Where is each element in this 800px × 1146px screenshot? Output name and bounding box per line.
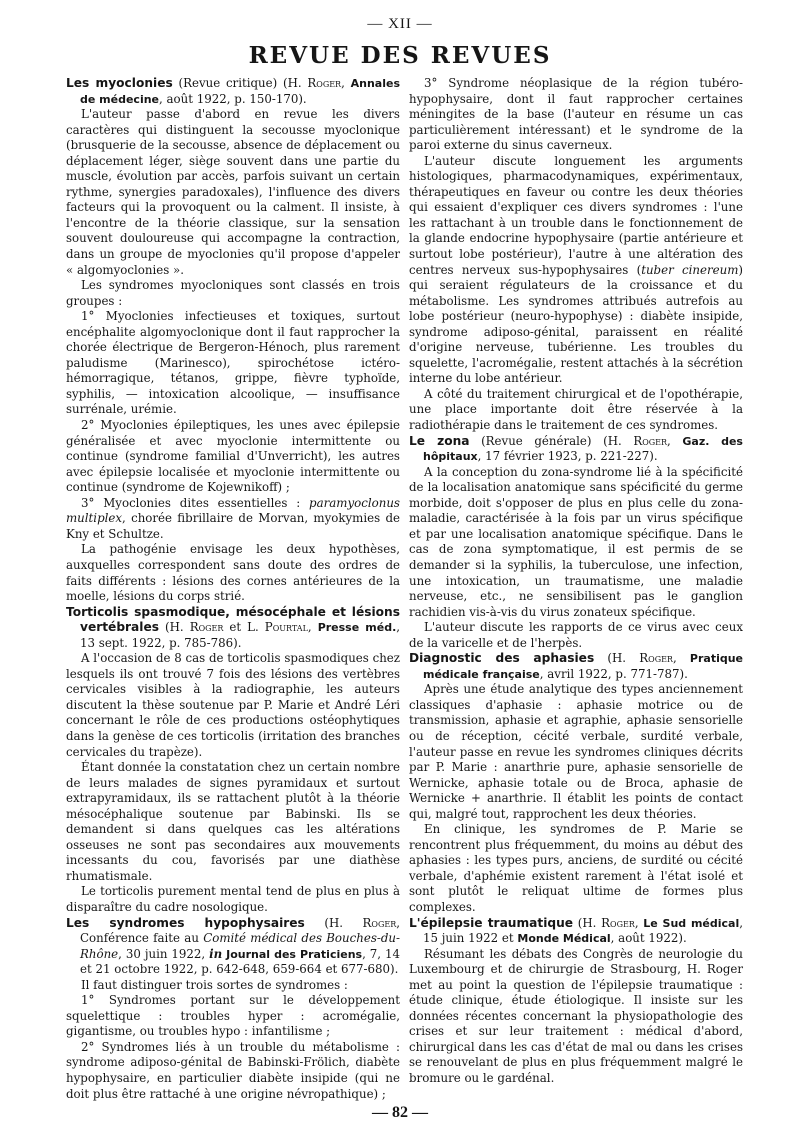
paragraph: 2° Myoclonies épileptiques, les unes avec épilepsie généralisée et avec myoclonie intermittente ou continue (syndrome familial d'Unverricht), les autres avec épilepsie localisée et myoclonie intermittente ou continue (syndrome de Kojewnikoff) ; [66, 418, 400, 495]
page-number: — 82 — [372, 1104, 428, 1121]
journal-name: Gaz. des hôpitaux [423, 434, 743, 464]
paragraph: Après une étude analytique des types anciennement classiques d'aphasie : aphasie motrice ou de transmission, aphasie et agraphie, aphasie sensorielle ou de réception, cécité verbale, surdité verbale, l'auteur passe en revue les syndromes cliniques décrits par P. Marie : anarthrie pure, aphasie sensorielle de Wernicke, aphasie totale ou de Broca, aphasie de Wernicke + anarthrie. Il établit les points de contact qui, malgré tout, rapprochent les deux théories. [409, 682, 743, 821]
article-heading-torticolis: Torticolis spasmodique, mésocéphale et lésions vertébrales (H. Roger et L. Pourtal, Presse méd., 13 sept. 1922, p. 785-786). [66, 604, 401, 650]
paragraph: 3° Myoclonies dites essentielles : paramyoclonus multiplex, chorée fibrillaire de Morvan, myokymies de Kny et Schultze. [66, 495, 400, 541]
article-heading-hypophysaires: Les syndromes hypophysaires (H. Roger, Conférence faite au Comité médical des Bouches-du-Rhône, 30 juin 1922, in Journal des Praticiens, 7, 14 et 21 octobre 1922, p. 642-648, 659-664 et 677-680). [66, 915, 400, 977]
paragraph: 1° Syndromes portant sur le développement squelettique : troubles hyper : acromégalie, gigantisme, ou troubles hypo : infantilisme ; [66, 993, 400, 1039]
journal-name: Presse méd. [317, 621, 397, 635]
author: Roger [639, 651, 673, 666]
article-title: Les syndromes hypophysaires [66, 915, 305, 930]
paragraph: A côté du traitement chirurgical et de l'opothérapie, une place importante doit être réservée à la radiothérapie dans le traitement de ces syndromes. [409, 386, 743, 433]
roman-folio: — XII — [367, 16, 433, 32]
article-title: Le zona [409, 433, 470, 448]
paragraph: Les syndromes myocloniques sont classés en trois groupes : [66, 278, 400, 308]
author: Pourtal [264, 620, 308, 635]
paragraph: En clinique, les syndromes de P. Marie se rencontrent plus fréquemment, du moins au début des aphasies : les types purs, anciens, de surdité ou cécité verbale, d'aphémie existent rarement à l'état isolé et sont plutôt le reliquat ultime de formes plus complexes. [409, 822, 743, 914]
paragraph: Étant donnée la constatation chez un certain nombre de leurs malades de signes pyramidaux et surtout extrapyramidaux, ils se rattachent plutôt à la théorie mésocéphalique soutenue par Babinski. Ils se demandent si dans quelques cas les altérations osseuses ne sont pas secondaires aux mouvements incessants du cou, favorisés par une diathèse rhumatismale. [66, 760, 400, 883]
paragraph: Le torticolis purement mental tend de plus en plus à disparaître du cadre nosologique. [66, 884, 400, 914]
paragraph: L'auteur passe d'abord en revue les divers caractères qui distinguent la secousse myoclonique (brusquerie de la secousse, absence de déplacement ou déplacement léger, siège souvent dans une partie du muscle, évolution par accès, parfois suivant un certain rythme, synergies paradoxales), l'influence des divers facteurs qui la provoquent ou la calment. Il insiste, à l'encontre de la théorie classique, sur la sensation souvent douloureuse qui accompagne la contraction, dans un groupe de myoclonies qu'il propose d'appeler « algomyoclonies ». [66, 107, 400, 277]
author: Roger [633, 433, 668, 448]
article-title: Les myoclonies [66, 76, 173, 90]
paragraph: A la conception du zona-syndrome lié à la spécificité de la localisation anatomique sans spécificité du germe morbide, doit s'opposer de plus en plus celle du zona-maladie, caractérisée à la fois par un virus spécifique et par une localisation anatomique spécifique. Dans le cas de zona symptomatique, il est permis de se demander si la syphilis, la tuberculose, une infection, une intoxication, un traumatisme, une maladie nerveuse, etc., ne sensibilisent pas le ganglion rachidien vis-à-vis du virus zonateux spécifique. [409, 464, 743, 619]
journal-name: Monde Médical [517, 932, 611, 946]
article-heading-myoclonies: Les myoclonies (Revue critique) (H. Roger, Annales de médecine, août 1922, p. 150-170). [66, 76, 400, 106]
article-title: Torticolis spasmodique, mésocéphale et lésions vertébrales [66, 604, 400, 635]
author: Roger [307, 76, 342, 90]
paragraph: Il faut distinguer trois sortes de syndromes : [81, 977, 348, 992]
paragraph: L'auteur discute longuement les arguments histologiques, pharmacodynamiques, expérimentaux, thérapeutiques en faveur ou contre les deux théories qui essaient d'expliquer ces divers syndromes : l'une les rattachant à un trouble dans le fonctionnement de la glande endocrine hypophysaire (partie antérieure et surtout lobe postérieur), l'autre à une altération des centres nerveux sus-hypophysaires (tuber cinereum) qui seraient régulateurs de la croissance et du métabolisme. Les syndromes attribués autrefois au lobe postérieur (neuro-hypophyse) : diabète insipide, syndrome adiposo-génital, paraissent en réalité d'origine nerveuse, tubérienne. Les troubles du squelette, l'acromégalie, restent attachés à la sécrétion interne du lobe antérieur. [409, 153, 743, 386]
article-heading-zona: Le zona (Revue générale) (H. Roger, Gaz. des hôpitaux, 17 février 1923, p. 221-227). [409, 433, 743, 464]
article-title: L'épilepsie traumatique [409, 915, 574, 930]
paragraph: 2° Syndromes liés à un trouble du métabolisme : syndrome adiposo-génital de Babinski-Frölich, diabète hypophysaire, en particulier diabète insipide (qui ne doit plus être rattaché à une origine névropathique) ; [66, 1039, 400, 1101]
author: Roger [189, 620, 224, 635]
journal-name: Journal des Praticiens [226, 947, 363, 961]
paragraph: 1° Myoclonies infectieuses et toxiques, surtout encéphalite algomyoclonique dont il faut rapprocher la chorée électrique de Bergeron-Hénoch, plus rarement paludisme (Marinesco), spirochétose ictéro-hémorragique, tétanos, grippe, fièvre typhoïde, syphilis, — intoxication alcoolique, — insuffisance surrénale, urémie. [66, 309, 400, 417]
article-title: Diagnostic des aphasies [409, 651, 595, 666]
paragraph: Résumant les débats des Congrès de neurologie du Luxembourg et de chirurgie de Strasbourg, H. Roger met au point la question de l'épilepsie traumatique : étude clinique, étude étiologique. Il insiste sur les données récentes concernant la physiopathologie des crises et sur leur traitement : médical d'abord, chirurgical dans les cas d'état de mal ou dans les crises se renouvelant de plus en plus fréquemment malgré le bromure ou le gardénal. [409, 946, 743, 1085]
paragraph: 3° Syndrome néoplasique de la région tubéro-hypophysaire, dont il faut rapprocher certaines méningites de la base (l'auteur en résume un cas particulièrement intéressant) et le syndrome de la paroi externe du sinus caverneux. [409, 76, 743, 153]
author: Roger [601, 915, 635, 930]
section-title: REVUE DES REVUES [248, 42, 552, 69]
article-heading-aphasies: Diagnostic des aphasies (H. Roger, Pratique médicale française, avril 1922, p. 771-787). [409, 651, 744, 681]
left-column [66, 76, 400, 1102]
paragraph: La pathogénie envisage les deux hypothèses, auxquelles correspondent sans doute des ordres de faits différents : lésions des cornes antérieures de la moelle, lésions du corps strié. [66, 542, 400, 604]
paragraph: L'auteur discute les rapports de ce virus avec ceux de la varicelle et de l'herpès. [409, 620, 743, 650]
paragraph: A l'occasion de 8 cas de torticolis spasmodiques chez lesquels ils ont trouvé 7 fois des lésions des vertèbres cervicales visibles à la radiographie, les auteurs discutent la thèse soutenue par P. Marie et André Léri concernant le rôle de ces productions ostéophytiques dans la genèse de ces torticolis (irritation des branches cervicales du trapèze). [66, 651, 400, 759]
journal-name: Pratique médicale française [423, 652, 744, 681]
author: Roger [362, 915, 397, 930]
journal-name: Le Sud médical [643, 916, 740, 930]
journal-name: Annales de médecine [80, 77, 400, 106]
article-heading-epilepsie: L'épilepsie traumatique (H. Roger, Le Sud médical, 15 juin 1922 et Monde Médical, août 1922). [409, 915, 744, 946]
right-column [409, 76, 743, 1087]
